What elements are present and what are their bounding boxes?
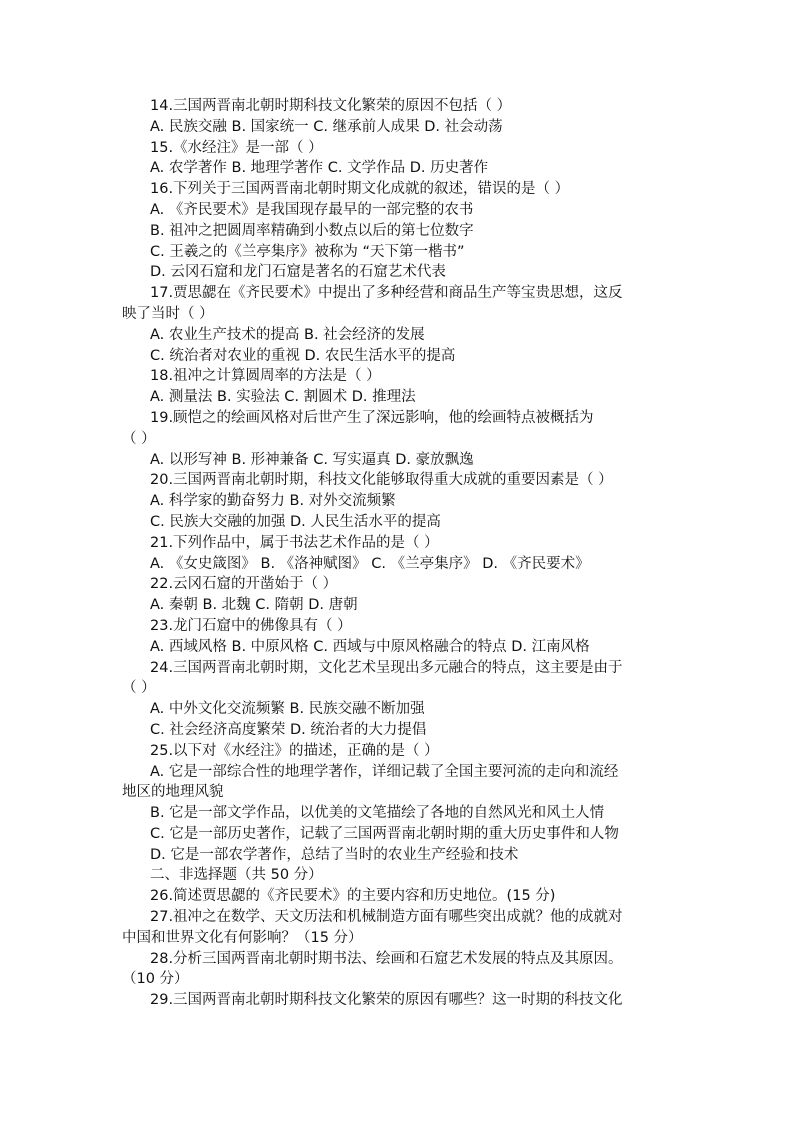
option-line: A. 《女史箴图》 B. 《洛神赋图》 C. 《兰亭集序》 D. 《齐民要术》	[150, 555, 590, 572]
continuation-line: 映了当时（ ）	[122, 305, 214, 322]
option-line: C. 它是一部历史著作，记载了三国两晋南北朝时期的重大历史事件和人物	[150, 825, 619, 842]
question-line: 15.《水经注》是一部（ ）	[150, 139, 323, 156]
option-line: A. 以形写神 B. 形神兼备 C. 写实逼真 D. 豪放飘逸	[150, 451, 474, 468]
option-line: D. 云冈石窟和龙门石窟是著名的石窟艺术代表	[150, 264, 446, 281]
continuation-line: 地区的地理风貌	[122, 784, 224, 801]
question-line: 16.下列关于三国两晋南北朝时期文化成就的叙述，错误的是（ ）	[150, 181, 570, 198]
question-line: 17.贾思勰在《齐民要术》中提出了多种经营和商品生产等宝贵思想，这反	[150, 285, 623, 302]
question-line: 25.以下对《水经注》的描述，正确的是（ ）	[150, 742, 439, 759]
option-line: A. 民族交融 B. 国家统一 C. 继承前人成果 D. 社会动荡	[150, 118, 503, 135]
question-line: 21.下列作品中，属于书法艺术作品的是（ ）	[150, 534, 439, 551]
option-line: B. 它是一部文学作品，以优美的文笔描绘了各地的自然风光和风土人情	[150, 805, 605, 822]
option-line: A. 测量法 B. 实验法 C. 割圆术 D. 推理法	[150, 389, 416, 406]
option-line: A. 科学家的勤奋努力 B. 对外交流频繁	[150, 493, 396, 510]
continuation-line: （ ）	[122, 430, 156, 447]
question-line: 24.三国两晋南北朝时期，文化艺术呈现出多元融合的特点，这主要是由于	[150, 659, 623, 676]
question-line: 26.简述贾思勰的《齐民要术》的主要内容和历史地位。(15 分)	[150, 888, 556, 905]
question-line: 18.祖冲之计算圆周率的方法是（ ）	[150, 368, 381, 385]
option-line: C. 统治者对农业的重视 D. 农民生活水平的提高	[150, 347, 456, 364]
option-line: A. 农学著作 B. 地理学著作 C. 文学作品 D. 历史著作	[150, 160, 489, 177]
continuation-line: 中国和世界文化有何影响？（15 分）	[122, 929, 363, 946]
option-line: A. 它是一部综合性的地理学著作，详细记载了全国主要河流的走向和流经	[150, 763, 619, 780]
question-line: 23.龙门石窟中的佛像具有（ ）	[150, 617, 352, 634]
option-line: A. 秦朝 B. 北魏 C. 隋朝 D. 唐朝	[150, 597, 358, 614]
option-line: A. 农业生产技术的提高 B. 社会经济的发展	[150, 326, 425, 343]
section-heading: 二、非选择题（共 50 分）	[150, 867, 323, 884]
question-line: 14.三国两晋南北朝时期科技文化繁荣的原因不包括（ ）	[150, 98, 512, 114]
question-line: 27.祖冲之在数学、天文历法和机械制造方面有哪些突出成就？他的成就对	[150, 909, 623, 926]
question-line: 22.云冈石窟的开凿始于（ ）	[150, 576, 338, 593]
option-line: D. 它是一部农学著作，总结了当时的农业生产经验和技术	[150, 846, 519, 863]
continuation-line: （10 分）	[122, 971, 189, 988]
question-line: 29.三国两晋南北朝时期科技文化繁荣的原因有哪些？这一时期的科技文化	[150, 992, 623, 1009]
question-line: 28.分析三国两晋南北朝时期书法、绘画和石窟艺术发展的特点及其原因。	[150, 950, 623, 967]
option-line: B. 祖冲之把圆周率精确到小数点以后的第七位数字	[150, 222, 474, 239]
option-line: C. 社会经济高度繁荣 D. 统治者的大力提倡	[150, 721, 427, 738]
option-line: A. 《齐民要术》是我国现存最早的一部完整的农书	[150, 201, 474, 218]
question-line: 19.顾恺之的绘画风格对后世产生了深远影响，他的绘画特点被概括为	[150, 409, 594, 426]
option-line: A. 西域风格 B. 中原风格 C. 西域与中原风格融合的特点 D. 江南风格	[150, 638, 590, 655]
option-line: A. 中外文化交流频繁 B. 民族交融不断加强	[150, 701, 425, 718]
option-line: C. 王羲之的《兰亭集序》被称为 “天下第一楷书”	[150, 243, 465, 260]
continuation-line: （ ）	[122, 680, 156, 697]
exam-questions	[122, 96, 674, 1011]
option-line: C. 民族大交融的加强 D. 人民生活水平的提高	[150, 513, 441, 530]
question-line: 20.三国两晋南北朝时期，科技文化能够取得重大成就的重要因素是（ ）	[150, 472, 613, 489]
